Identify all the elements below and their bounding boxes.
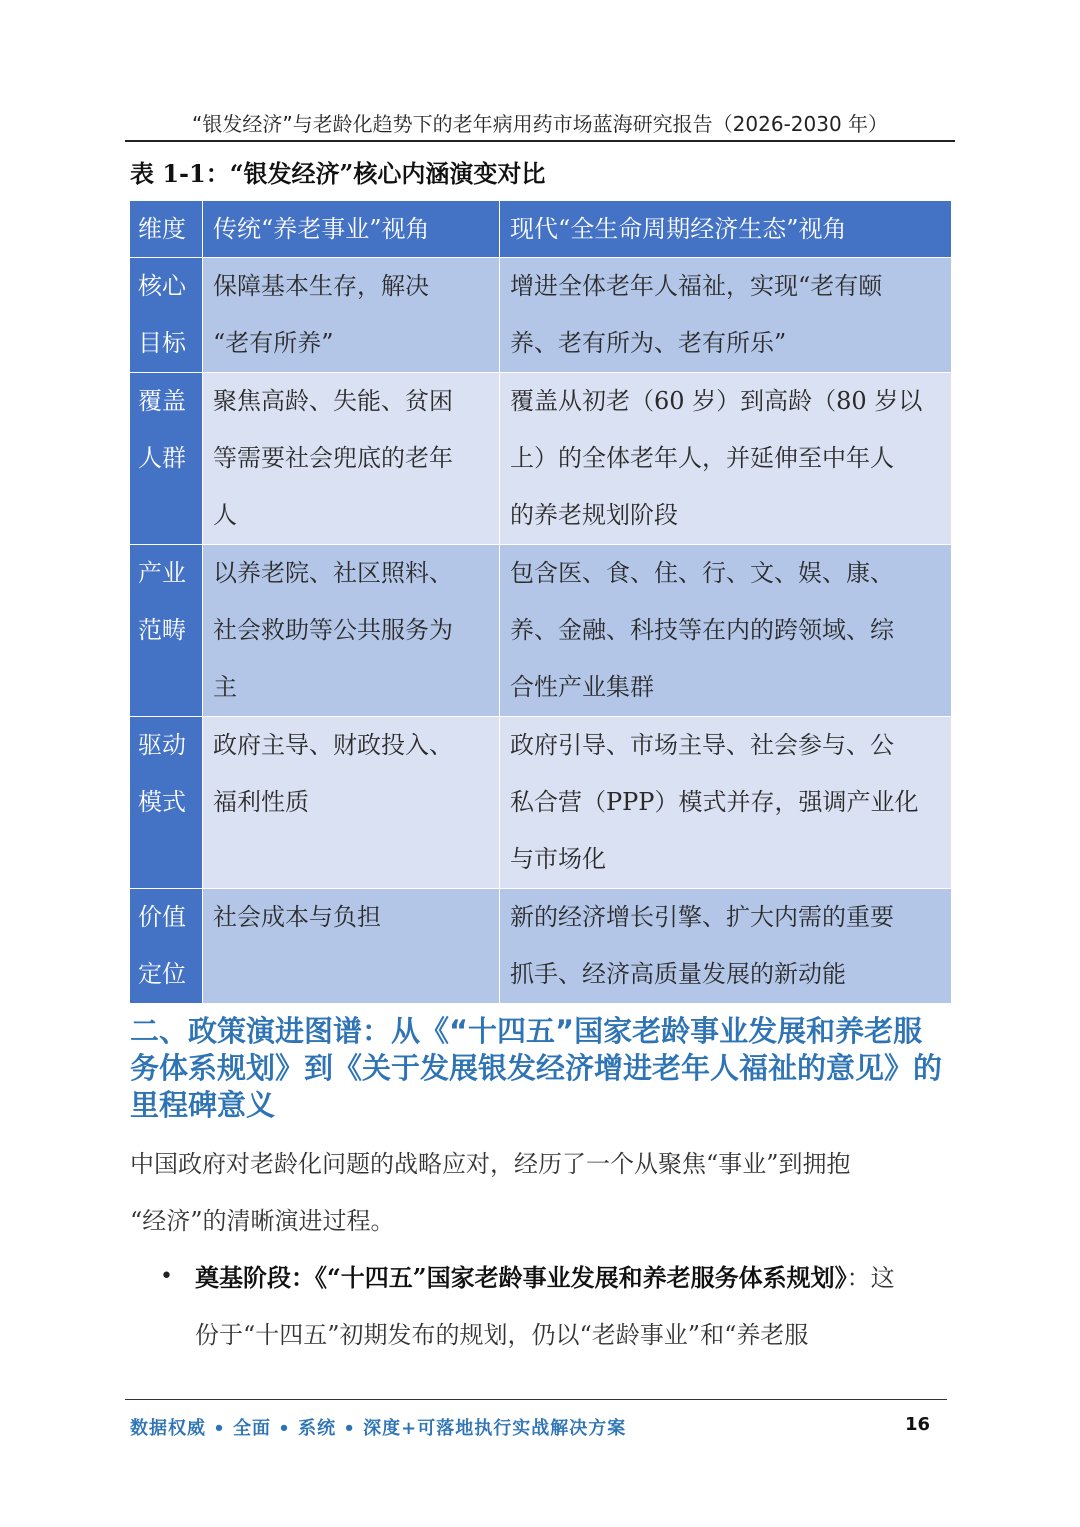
traditional-cell: 聚焦高龄、失能、贫困 等需要社会兜底的老年 人 — [203, 373, 500, 545]
modern-cell: 包含医、食、住、行、文、娱、康、 养、金融、科技等在内的跨领域、综 合性产业集群 — [500, 545, 951, 717]
row-dimension-cell: 驱动 模式 — [130, 717, 203, 889]
section-heading: 二、政策演进图谱：从《“十四五”国家老龄事业发展和养老服 务体系规划》到《关于发展银发经济增进老年人福祉的意见》的 里程碑意义 — [130, 1014, 943, 1122]
bullet-text-line: 份于“十四五”初期发布的规划，仍以“老龄事业”和“养老服 — [195, 1321, 809, 1349]
column-header-dimension: 维度 — [130, 201, 203, 258]
table-caption: 表 1-1：“银发经济”核心内涵演变对比 — [130, 159, 546, 188]
column-header-traditional: 传统“养老事业”视角 — [203, 201, 500, 258]
table-row — [130, 373, 951, 545]
traditional-cell: 政府主导、财政投入、 福利性质 — [203, 717, 500, 889]
modern-cell: 增进全体老年人福祉，实现“老有颐 养、老有所为、老有所乐” — [500, 258, 951, 373]
modern-cell: 覆盖从初老（60 岁）到高龄（80 岁以 上）的全体老年人，并延伸至中年人 的养老规划阶段 — [500, 373, 951, 545]
table-header-row — [130, 201, 951, 258]
bullet-text: ：这 — [846, 1264, 895, 1292]
footer-tagline: 数据权威 • 全面 • 系统 • 深度+可落地执行实战解决方案 — [130, 1418, 627, 1439]
footer-rule — [125, 1399, 947, 1400]
body-paragraph: 中国政府对老龄化问题的战略应对，经历了一个从聚焦“事业”到拥抱 “经济”的清晰演进过程。 — [130, 1150, 851, 1235]
traditional-cell: 社会成本与负担 — [203, 889, 500, 1004]
table-row — [130, 545, 951, 717]
row-dimension-cell: 产业 范畴 — [130, 545, 203, 717]
modern-cell: 政府引导、市场主导、社会参与、公 私合营（PPP）模式并存，强调产业化 与市场化 — [500, 717, 951, 889]
table-row — [130, 258, 951, 373]
page-number: 16 — [905, 1414, 931, 1435]
running-header: “银发经济”与老龄化趋势下的老年病用药市场蓝海研究报告（2026-2030 年） — [191, 112, 889, 136]
row-dimension-cell: 覆盖 人群 — [130, 373, 203, 545]
traditional-cell: 保障基本生存，解决 “老有所养” — [203, 258, 500, 373]
bullet-marker: • — [160, 1264, 173, 1289]
table-row — [130, 717, 951, 889]
traditional-cell: 以养老院、社区照料、 社会救助等公共服务为 主 — [203, 545, 500, 717]
bullet-bold-lead: 奠基阶段：《“十四五”国家老龄事业发展和养老服务体系规划》 — [195, 1263, 847, 1292]
bullet-item — [195, 1249, 955, 1364]
column-header-modern: 现代“全生命周期经济生态”视角 — [500, 201, 951, 258]
modern-cell: 新的经济增长引擎、扩大内需的重要 抓手、经济高质量发展的新动能 — [500, 889, 951, 1004]
row-dimension-cell: 核心 目标 — [130, 258, 203, 373]
row-dimension-cell: 价值 定位 — [130, 889, 203, 1004]
table-row — [130, 889, 951, 1004]
header-rule — [125, 140, 955, 142]
comparison-table — [130, 201, 951, 1004]
